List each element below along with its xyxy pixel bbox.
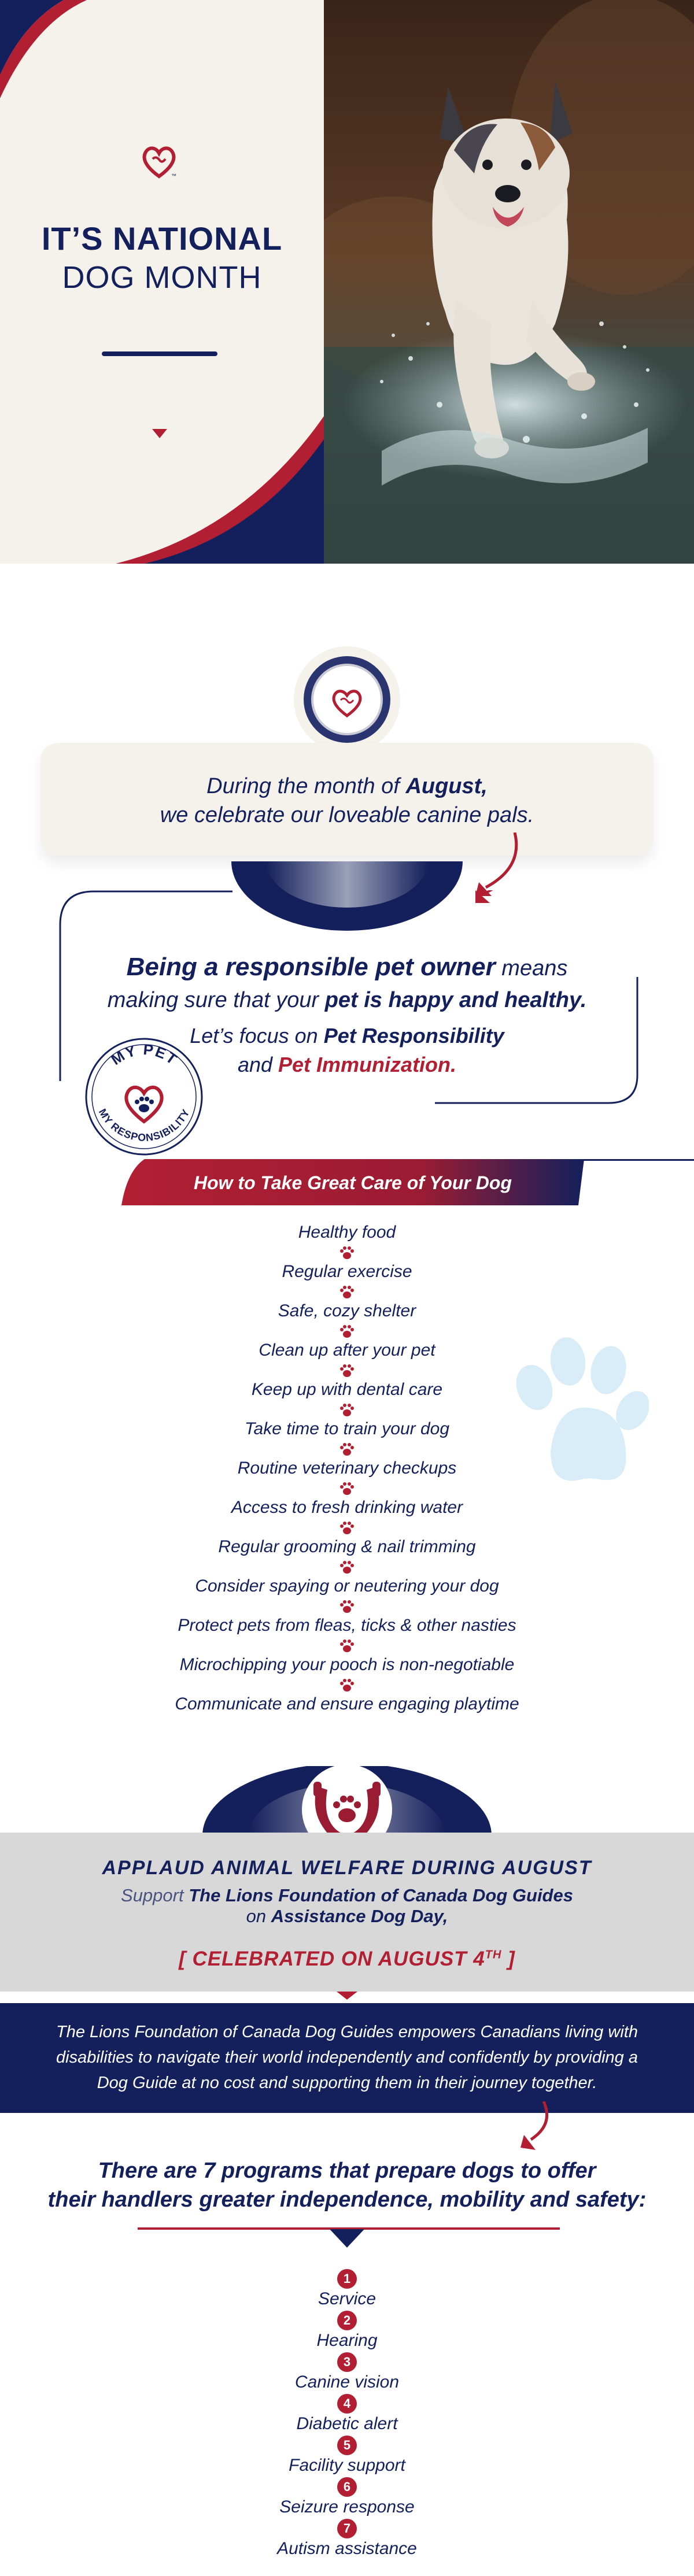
care-list xyxy=(116,1221,578,1732)
applaud-day-bold: Assistance Dog Day, xyxy=(271,1906,448,1926)
list-item xyxy=(116,1653,578,1693)
program-label: Autism assistance xyxy=(277,2539,417,2558)
intro-card xyxy=(40,743,654,856)
care-item-label: Protect pets from fleas, ticks & other nasties xyxy=(178,1616,516,1635)
heart-badge xyxy=(289,642,405,757)
care-item-label: Access to fresh drinking water xyxy=(231,1498,463,1517)
program-label: Seizure response xyxy=(279,2497,415,2516)
program-number-badge: 1 xyxy=(337,2269,357,2289)
list-item xyxy=(174,2269,520,2311)
list-item xyxy=(174,2311,520,2352)
program-label: Service xyxy=(318,2289,376,2308)
paw-icon xyxy=(338,1638,356,1654)
care-item-label: Keep up with dental care xyxy=(251,1380,443,1399)
paw-icon xyxy=(338,1363,356,1379)
hero-title-panel xyxy=(0,0,324,564)
care-item-label: Microchipping your pooch is non-negotiable xyxy=(179,1655,515,1674)
applaud-celebrated-main: [ CELEBRATED ON AUGUST 4 xyxy=(179,1948,485,1970)
list-item xyxy=(116,1221,578,1260)
applaud-support-line xyxy=(0,1885,694,1906)
program-number-badge: 3 xyxy=(337,2352,357,2372)
intro-line1-bold: August, xyxy=(405,774,488,798)
programs-heading xyxy=(0,2156,694,2214)
applaud-celebrated-end: ] xyxy=(501,1948,515,1970)
paw-icon xyxy=(338,1441,356,1457)
applaud-section xyxy=(0,1833,694,1992)
list-item xyxy=(116,1496,578,1535)
paw-icon xyxy=(338,1677,356,1693)
applaud-title: APPLAUD ANIMAL WELFARE DURING AUGUST xyxy=(102,1857,592,1879)
down-triangle-icon xyxy=(330,2229,364,2248)
paw-icon xyxy=(510,1335,649,1491)
svg-text:MY PET: MY PET xyxy=(108,1041,182,1069)
hero-section xyxy=(0,0,694,564)
resp-line2 xyxy=(58,984,636,1016)
list-item xyxy=(174,2352,520,2394)
applaud-celebrated-sup: TH xyxy=(485,1948,502,1961)
svg-text:MY RESPONSIBILITY: MY RESPONSIBILITY xyxy=(96,1106,193,1143)
care-item-label: Consider spaying or neutering your dog xyxy=(195,1576,499,1596)
down-triangle-icon xyxy=(337,1992,357,2000)
paw-icon xyxy=(338,1402,356,1418)
program-label: Canine vision xyxy=(294,2373,400,2392)
paw-icon xyxy=(338,1284,356,1300)
list-item xyxy=(174,2394,520,2436)
care-item-label: Take time to train your dog xyxy=(244,1419,450,1438)
paw-icon xyxy=(338,1323,356,1339)
list-item xyxy=(174,2477,520,2519)
program-number-badge: 7 xyxy=(337,2519,357,2538)
programs-heading-line2: their handlers greater independence, mobility and safety: xyxy=(47,2188,647,2212)
applaud-day-prefix: on xyxy=(246,1906,271,1926)
care-item-label: Safe, cozy shelter xyxy=(278,1301,416,1320)
resp-line4-prefix: and xyxy=(237,1053,279,1076)
program-label: Diabetic alert xyxy=(296,2414,398,2433)
resp-line3-bold: Pet Responsibility xyxy=(323,1024,504,1048)
list-item xyxy=(116,1457,578,1496)
applaud-day-line xyxy=(0,1906,694,1927)
hero-divider xyxy=(102,351,217,356)
list-item xyxy=(116,1417,578,1457)
down-triangle-icon xyxy=(152,429,167,438)
curved-arrow-icon xyxy=(520,2101,555,2153)
care-item-label: Clean up after your pet xyxy=(259,1341,435,1360)
resp-line1-bold: Being a responsible pet owner xyxy=(126,953,496,981)
hero-title xyxy=(0,220,324,295)
intro-line1 xyxy=(40,772,654,801)
resp-line2-bold: pet is happy and healthy. xyxy=(324,988,587,1012)
my-pet-badge xyxy=(82,1035,206,1159)
intro-line2: we celebrate our loveable canine pals. xyxy=(160,803,534,827)
care-heading: How to Take Great Care of Your Dog xyxy=(193,1172,512,1193)
heart-logo-icon xyxy=(139,142,179,182)
hero-title-line2: DOG MONTH xyxy=(62,260,262,295)
svg-text:™: ™ xyxy=(171,173,176,179)
list-item xyxy=(116,1339,578,1378)
list-item xyxy=(116,1575,578,1614)
list-item xyxy=(116,1378,578,1417)
program-number-badge: 6 xyxy=(337,2477,357,2497)
list-item xyxy=(174,2436,520,2477)
paw-icon xyxy=(338,1520,356,1536)
care-item-label: Regular grooming & nail trimming xyxy=(218,1537,476,1556)
lions-section xyxy=(0,2003,694,2113)
paw-icon xyxy=(338,1481,356,1497)
resp-line2-prefix: making sure that your xyxy=(107,988,325,1012)
care-item-label: Communicate and ensure engaging playtime xyxy=(175,1694,519,1713)
program-number-badge: 4 xyxy=(337,2394,357,2414)
program-number-badge: 2 xyxy=(337,2311,357,2330)
program-number-badge: 5 xyxy=(337,2436,357,2455)
applaud-support-prefix: Support xyxy=(121,1885,189,1905)
resp-line3-prefix: Let’s focus on xyxy=(190,1024,324,1048)
paw-icon xyxy=(338,1598,356,1615)
resp-line1-rest: means xyxy=(495,956,568,980)
hero-title-line1: IT’S NATIONAL xyxy=(41,220,283,257)
lions-text: The Lions Foundation of Canada Dog Guides empowers Canadians living with disabilities to navigate their world independently and confidently by providing a Dog Guide at no cost and supporting them in their journey together. xyxy=(56,2023,638,2092)
list-item xyxy=(116,1693,578,1732)
care-item-label: Routine veterinary checkups xyxy=(237,1459,457,1478)
list-item xyxy=(116,1535,578,1575)
list-item xyxy=(116,1260,578,1300)
applaud-support-bold: The Lions Foundation of Canada Dog Guides xyxy=(189,1885,573,1905)
programs-list xyxy=(174,2269,520,2560)
list-item xyxy=(174,2519,520,2560)
care-item-label: Regular exercise xyxy=(282,1262,412,1281)
resp-line4-bold: Pet Immunization. xyxy=(278,1053,457,1076)
list-item xyxy=(116,1300,578,1339)
intro-line1-prefix: During the month of xyxy=(206,774,406,798)
resp-line1 xyxy=(58,951,636,984)
applaud-celebrated xyxy=(0,1948,694,1971)
curved-arrow-icon xyxy=(463,832,526,899)
list-item xyxy=(116,1614,578,1653)
paw-icon xyxy=(338,1559,356,1575)
program-label: Facility support xyxy=(289,2456,405,2475)
care-item-label: Healthy food xyxy=(298,1223,396,1242)
programs-heading-line1: There are 7 programs that prepare dogs to offer xyxy=(98,2159,596,2183)
paw-icon xyxy=(338,1245,356,1261)
dog-photo-illustration xyxy=(324,0,694,564)
dog-photo xyxy=(324,0,694,564)
program-label: Hearing xyxy=(316,2331,378,2350)
